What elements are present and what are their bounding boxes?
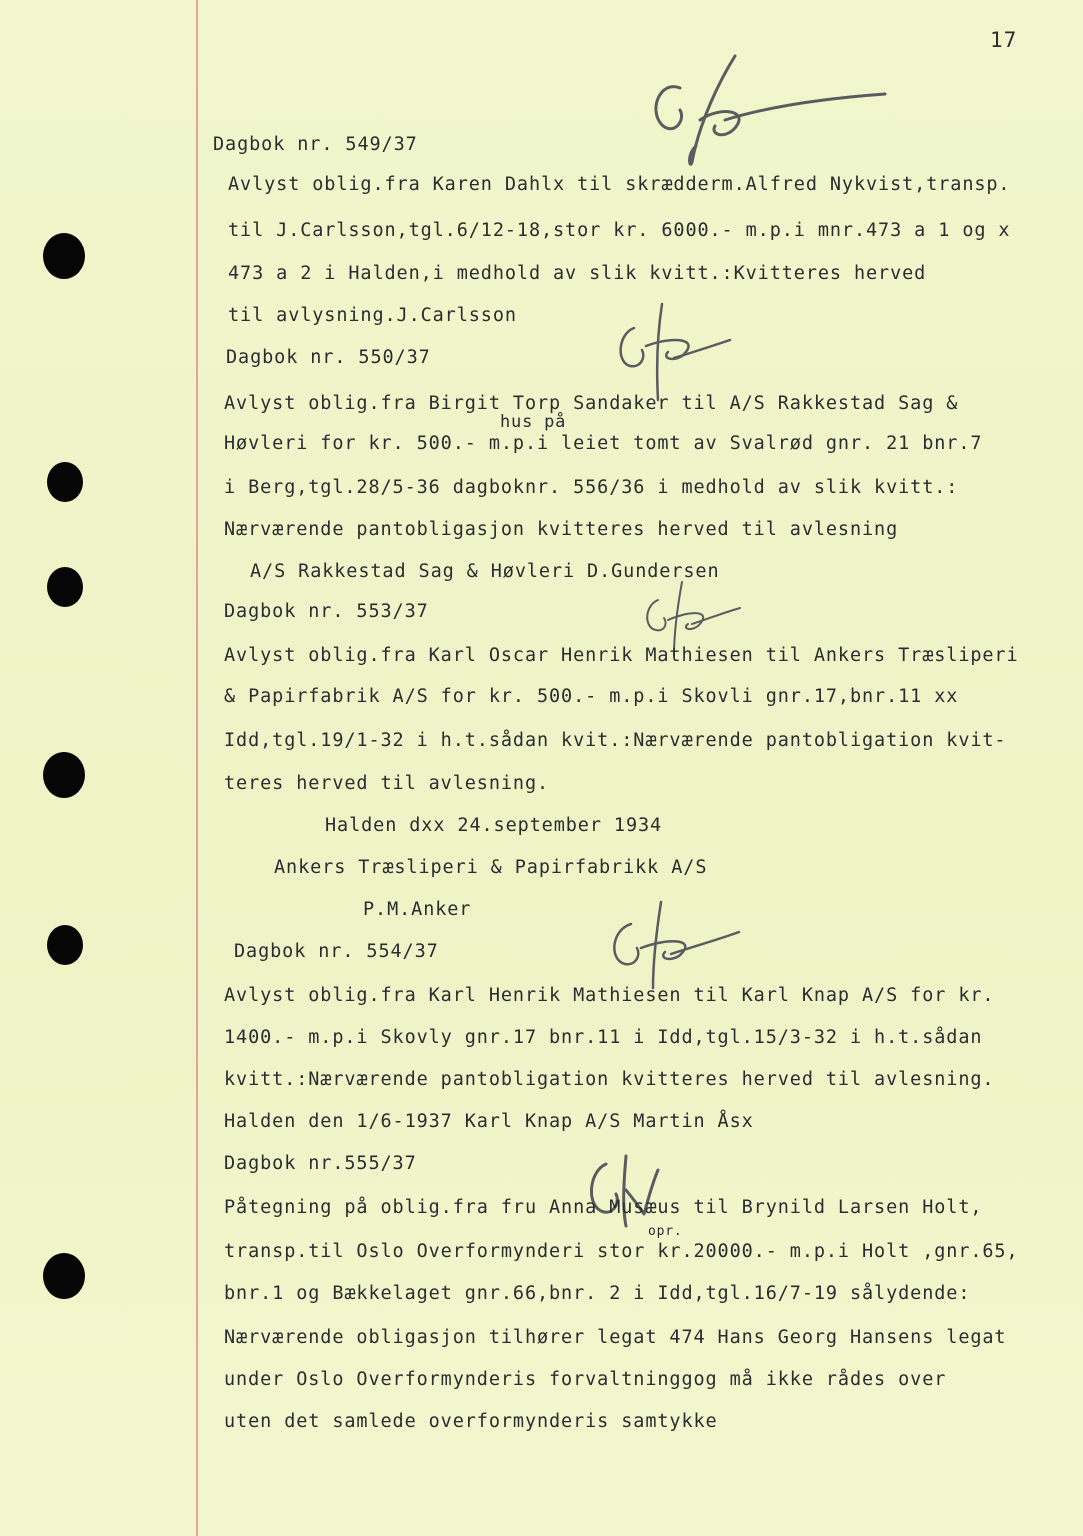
punch-hole xyxy=(43,752,85,798)
text-line: Avlyst oblig.fra Karl Henrik Mathiesen til Karl Knap A/S for kr. xyxy=(224,985,995,1006)
handwritten-initials-mark xyxy=(640,50,900,175)
text-line: Dagbok nr. 549/37 xyxy=(213,134,418,155)
text-line: Nærværende pantobligasjon kvitteres herved til avlesning xyxy=(224,519,899,540)
text-line: Halden den 1/6-1937 Karl Knap A/S Martin Åsx xyxy=(224,1111,754,1132)
text-line: Halden dxx 24.september 1934 xyxy=(325,815,663,836)
text-line: A/S Rakkestad Sag & Høvleri D.Gundersen xyxy=(250,561,720,582)
text-line: Avlyst oblig.fra Birgit Torp Sandaker til A/S Rakkestad Sag & xyxy=(224,393,959,414)
text-line: Høvleri for kr. 500.- m.p.i leiet tomt av Svalrød gnr. 21 bnr.7 xyxy=(224,433,983,454)
text-line: bnr.1 og Bækkelaget gnr.66,bnr. 2 i Idd,tgl.16/7-19 sålydende: xyxy=(224,1283,971,1304)
page-number: 17 xyxy=(990,28,1018,52)
handwritten-initials-mark xyxy=(582,1150,672,1235)
red-margin-line xyxy=(196,0,198,1536)
text-line: 473 a 2 i Halden,i medhold av slik kvitt.:Kvitteres herved xyxy=(228,263,927,284)
text-line: uten det samlede overformynderis samtykke xyxy=(224,1411,718,1432)
text-line: kvitt.:Nærværende pantobligation kvitteres herved til avlesning. xyxy=(224,1069,995,1090)
handwritten-insert-opr: opr. xyxy=(648,1224,683,1239)
text-line: til avlysning.J.Carlsson xyxy=(228,305,517,326)
handwritten-insert-hus-paa: hus på xyxy=(500,412,567,432)
text-line: P.M.Anker xyxy=(363,899,472,920)
text-line: Nærværende obligasjon tilhører legat 474 Hans Georg Hansens legat xyxy=(224,1327,1007,1348)
text-line: transp.til Oslo Overformynderi stor kr.20000.- m.p.i Holt ,gnr.65, xyxy=(224,1241,1019,1262)
punch-hole xyxy=(47,925,83,965)
punch-hole xyxy=(47,567,83,607)
text-line: Avlyst oblig.fra Karl Oscar Henrik Mathiesen til Ankers Træsliperi xyxy=(224,645,1019,666)
text-line: under Oslo Overformynderis forvaltninggog må ikke rådes over xyxy=(224,1369,947,1390)
text-line: i Berg,tgl.28/5-36 dagboknr. 556/36 i medhold av slik kvitt.: xyxy=(224,477,959,498)
text-line: 1400.- m.p.i Skovly gnr.17 bnr.11 i Idd,tgl.15/3-32 i h.t.sådan xyxy=(224,1027,983,1048)
punch-hole xyxy=(47,462,83,502)
text-line: teres herved til avlesning. xyxy=(224,773,550,794)
text-line: Ankers Træsliperi & Papirfabrikk A/S xyxy=(274,857,708,878)
text-line: Dagbok nr. 554/37 xyxy=(234,941,439,962)
punch-hole xyxy=(43,233,85,279)
text-line: & Papirfabrik A/S for kr. 500.- m.p.i Skovli gnr.17,bnr.11 xx xyxy=(224,686,959,707)
text-line: Påtegning på oblig.fra fru Anna Musæus til Brynild Larsen Holt, xyxy=(224,1197,983,1218)
text-line: til J.Carlsson,tgl.6/12-18,stor kr. 6000.- m.p.i mnr.473 a 1 og x xyxy=(228,220,1011,241)
text-line: Dagbok nr. 550/37 xyxy=(226,347,431,368)
text-line: Avlyst oblig.fra Karen Dahlx til skrædderm.Alfred Nykvist,transp. xyxy=(228,174,1011,195)
handwritten-initials-mark xyxy=(605,898,755,993)
text-line: Dagbok nr. 553/37 xyxy=(224,601,429,622)
punch-hole xyxy=(43,1253,85,1299)
text-line: Dagbok nr.555/37 xyxy=(224,1153,417,1174)
text-line: Idd,tgl.19/1-32 i h.t.sådan kvit.:Nærværende pantobligation kvit- xyxy=(224,730,1007,751)
